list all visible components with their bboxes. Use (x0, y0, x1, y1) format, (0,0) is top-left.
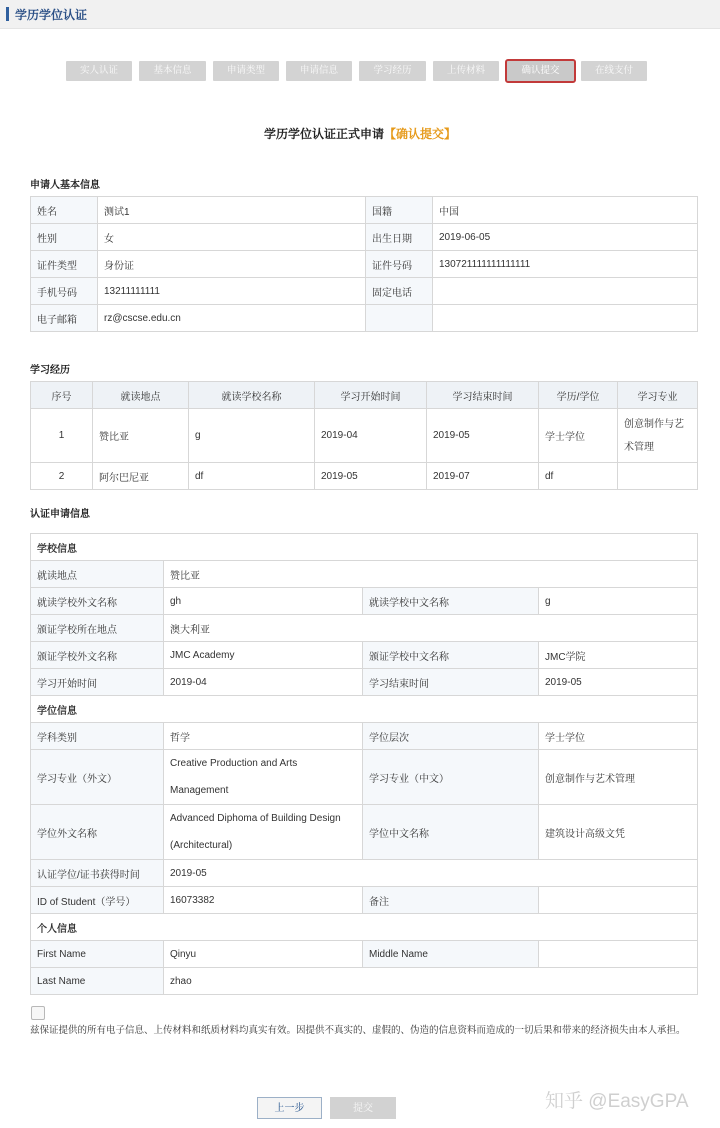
table-row (31, 887, 698, 914)
prev-step-button[interactable]: 上一步 (257, 1097, 322, 1119)
empty-value (433, 305, 698, 332)
agree-checkbox[interactable] (31, 1006, 45, 1020)
landline-value (433, 278, 698, 305)
table-cell: 学士学位 (539, 409, 618, 463)
page-title-highlight: 【确认提交】 (384, 127, 457, 141)
table-row (31, 696, 698, 723)
table-row (31, 750, 698, 805)
degree-chinese-label: 学位中文名称 (363, 805, 539, 860)
remark-value (539, 887, 698, 914)
id-number-label: 证件号码 (366, 251, 433, 278)
cert-location-value: 澳大利亚 (164, 615, 698, 642)
step-application-type[interactable]: 申请类型 (213, 61, 279, 81)
email-label: 电子邮箱 (31, 305, 98, 332)
cert-location-label: 颁证学校所在地点 (31, 615, 164, 642)
end-label: 学习结束时间 (363, 669, 539, 696)
birthdate-label: 出生日期 (366, 224, 433, 251)
last-name-value: zhao (164, 968, 698, 995)
birthdate-value: 2019-06-05 (433, 224, 698, 251)
chinese-name-label: 就读学校中文名称 (363, 588, 539, 615)
major-foreign-line-2: Management (170, 785, 229, 796)
study-location-label: 就读地点 (31, 561, 164, 588)
table-row (31, 805, 698, 860)
step-real-name[interactable]: 实人认证 (66, 61, 132, 81)
column-header: 就读学校名称 (189, 382, 315, 409)
header-accent-bar (6, 7, 9, 21)
table-cell: 创意制作与艺术管理 (618, 409, 698, 463)
last-name-label: Last Name (31, 968, 164, 995)
table-row (31, 860, 698, 887)
study-history-table (30, 381, 698, 490)
major-foreign-label: 学习专业（外文） (31, 750, 164, 805)
table-cell: 阿尔巴尼亚 (93, 463, 189, 490)
table-row (31, 968, 698, 995)
personal-info-title: 个人信息 (31, 914, 698, 941)
table-row (31, 278, 698, 305)
step-basic-info[interactable]: 基本信息 (139, 61, 206, 81)
step-online-payment[interactable]: 在线支付 (581, 61, 647, 81)
table-cell: 1 (31, 409, 93, 463)
obtained-value: 2019-05 (164, 860, 698, 887)
major-chinese-value: 创意制作与艺术管理 (539, 750, 698, 805)
table-header-row (31, 382, 698, 409)
table-cell (618, 463, 698, 490)
mobile-value: 13211111111 (98, 278, 366, 305)
cert-chinese-label: 颁证学校中文名称 (363, 642, 539, 669)
column-header: 序号 (31, 382, 93, 409)
table-row (31, 224, 698, 251)
watermark-text: 知乎 @EasyGPA (545, 1091, 689, 1112)
table-row (31, 615, 698, 642)
table-row (31, 642, 698, 669)
table-row (31, 723, 698, 750)
table-row (31, 561, 698, 588)
major-foreign-value (164, 750, 363, 805)
level-value: 学士学位 (539, 723, 698, 750)
study-location-value: 赞比亚 (164, 561, 698, 588)
level-label: 学位层次 (363, 723, 539, 750)
name-value: 测试1 (98, 197, 366, 224)
chinese-name-value: g (539, 588, 698, 615)
table-cell: 2 (31, 463, 93, 490)
id-number-value: 130721111111111111 (433, 251, 698, 278)
table-cell: df (189, 463, 315, 490)
step-confirm-submit[interactable]: 确认提交 (507, 61, 574, 81)
table-cell: 2019-05 (315, 463, 427, 490)
table-row (31, 669, 698, 696)
middle-name-label: Middle Name (363, 941, 539, 968)
declaration-text: 兹保证提供的所有电子信息、上传材料和纸质材料均真实有效。因提供不真实的、虚假的、伪造的信息资料而造成的一切后果和带来的经济损失由本人承担。 (30, 1025, 686, 1036)
table-row (31, 534, 698, 561)
degree-chinese-value: 建筑设计高级文凭 (539, 805, 698, 860)
section-title-basic: 申请人基本信息 (30, 180, 100, 191)
start-label: 学习开始时间 (31, 669, 164, 696)
table-row (31, 463, 698, 490)
table-row (31, 197, 698, 224)
auth-info-table (30, 533, 698, 995)
gender-label: 性别 (31, 224, 98, 251)
degree-foreign-line-1: Advanced Diphoma of Building Design (170, 813, 341, 824)
column-header: 学习开始时间 (315, 382, 427, 409)
middle-name-value (539, 941, 698, 968)
table-row (31, 251, 698, 278)
submit-button[interactable]: 提交 (330, 1097, 396, 1119)
degree-foreign-line-2: (Architectural) (170, 840, 233, 851)
column-header: 学习结束时间 (427, 382, 539, 409)
cert-foreign-label: 颁证学校外文名称 (31, 642, 164, 669)
empty-label (366, 305, 433, 332)
remark-label: 备注 (363, 887, 539, 914)
mobile-label: 手机号码 (31, 278, 98, 305)
basic-info-table (30, 196, 698, 332)
section-title-auth: 认证申请信息 (30, 509, 90, 520)
table-cell: 赞比亚 (93, 409, 189, 463)
section-title-study: 学习经历 (30, 365, 70, 376)
first-name-label: First Name (31, 941, 164, 968)
table-row (31, 305, 698, 332)
student-id-label: ID of Student（学号） (31, 887, 164, 914)
gender-value: 女 (98, 224, 366, 251)
foreign-name-label: 就读学校外文名称 (31, 588, 164, 615)
major-chinese-label: 学习专业（中文） (363, 750, 539, 805)
table-cell: 2019-04 (315, 409, 427, 463)
header-title: 学历学位认证 (15, 8, 88, 22)
cert-foreign-value: JMC Academy (164, 642, 363, 669)
page-title (0, 125, 720, 142)
column-header: 学历/学位 (539, 382, 618, 409)
foreign-name-value: gh (164, 588, 363, 615)
step-upload[interactable]: 上传材料 (433, 61, 499, 81)
category-label: 学科类别 (31, 723, 164, 750)
column-header: 就读地点 (93, 382, 189, 409)
student-id-value: 16073382 (164, 887, 363, 914)
page-header (0, 0, 720, 29)
end-value: 2019-05 (539, 669, 698, 696)
major-foreign-line-1: Creative Production and Arts (170, 758, 298, 769)
start-value: 2019-04 (164, 669, 363, 696)
table-row (31, 941, 698, 968)
table-row (31, 409, 698, 463)
column-header: 学习专业 (618, 382, 698, 409)
degree-foreign-value (164, 805, 363, 860)
obtained-label: 认证学位/证书获得时间 (31, 860, 164, 887)
school-info-title: 学校信息 (31, 534, 698, 561)
table-cell: 2019-07 (427, 463, 539, 490)
step-application-info[interactable]: 申请信息 (286, 61, 352, 81)
id-type-label: 证件类型 (31, 251, 98, 278)
cert-chinese-value: JMC学院 (539, 642, 698, 669)
table-cell: 2019-05 (427, 409, 539, 463)
table-row (31, 588, 698, 615)
table-cell: g (189, 409, 315, 463)
table-row (31, 914, 698, 941)
degree-foreign-label: 学位外文名称 (31, 805, 164, 860)
landline-label: 固定电话 (366, 278, 433, 305)
degree-info-title: 学位信息 (31, 696, 698, 723)
id-type-value: 身份证 (98, 251, 366, 278)
nationality-value: 中国 (433, 197, 698, 224)
name-label: 姓名 (31, 197, 98, 224)
table-cell: df (539, 463, 618, 490)
first-name-value: Qinyu (164, 941, 363, 968)
email-value: rz@cscse.edu.cn (98, 305, 366, 332)
nationality-label: 国籍 (366, 197, 433, 224)
step-study-history[interactable]: 学习经历 (359, 61, 426, 81)
page-title-main: 学历学位认证正式申请 (263, 127, 384, 141)
category-value: 哲学 (164, 723, 363, 750)
